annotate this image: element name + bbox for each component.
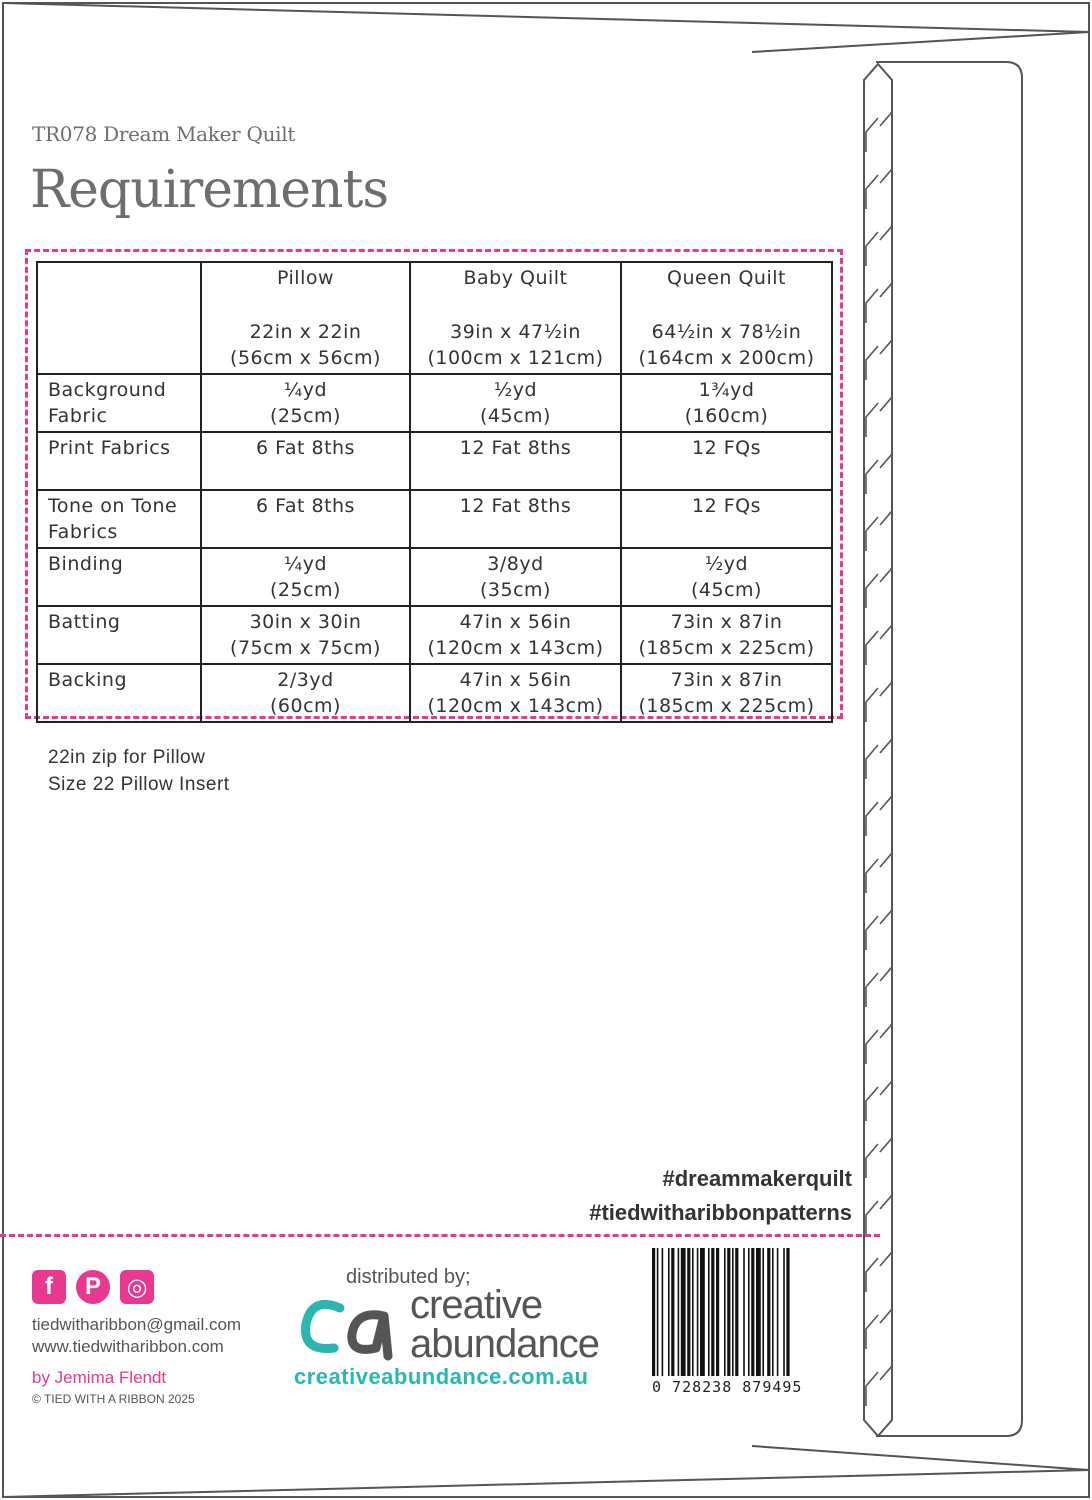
barcode-bar (743, 1248, 745, 1376)
barcode-bar (681, 1248, 686, 1376)
barcode-bar (727, 1248, 730, 1376)
stitch-mark (866, 1087, 878, 1121)
column-size-metric: (56cm x 56cm) (230, 347, 381, 369)
table-cell (201, 664, 410, 722)
barcode-bar (657, 1248, 659, 1376)
distributor-name-line2: abundance (410, 1322, 599, 1366)
cell-line: 1¾yd (698, 379, 755, 401)
stitch-mark (880, 1024, 892, 1038)
requirements-table (36, 261, 833, 723)
stitch-mark (866, 688, 878, 722)
pattern-code-subtitle: TR078 Dream Maker Quilt (32, 122, 296, 146)
table-cell (410, 548, 621, 606)
distributed-by-label: distributed by; (346, 1266, 471, 1288)
stitch-mark (866, 916, 878, 950)
instagram-icon[interactable]: ◎ (120, 1270, 154, 1304)
stitch-mark (866, 346, 878, 380)
stitch-mark (866, 1372, 878, 1406)
cell-line: (25cm) (270, 579, 341, 601)
table-cell (201, 490, 410, 548)
note-zip: 22in zip for Pillow (48, 747, 206, 768)
stitch-mark (880, 739, 892, 753)
column-name: Queen Quilt (667, 267, 786, 289)
cell-line: (25cm) (270, 405, 341, 427)
stitch-mark (880, 1309, 892, 1323)
barcode-bar (652, 1248, 655, 1376)
table-row (37, 548, 832, 606)
table-corner-cell (37, 262, 201, 374)
cell-line: 6 Fat 8ths (256, 495, 355, 517)
cell-line: (45cm) (480, 405, 551, 427)
stitch-mark (866, 859, 878, 893)
row-label (37, 548, 201, 606)
barcode-bar (662, 1248, 664, 1376)
stitch-mark (866, 1201, 878, 1235)
table-cell (410, 432, 621, 490)
stitch-mark (880, 967, 892, 981)
table-cell (201, 548, 410, 606)
cell-line: (45cm) (691, 579, 762, 601)
row-label-line: Fabrics (48, 521, 118, 543)
cell-line: 47in x 56in (459, 611, 572, 633)
column-size-imperial: 39in x 47½in (450, 321, 581, 343)
stitch-mark (866, 802, 878, 836)
table-cell (410, 606, 621, 664)
row-label-line: Binding (48, 553, 124, 575)
stitch-mark (866, 289, 878, 323)
cell-line: (35cm) (480, 579, 551, 601)
cell-line: (60cm) (270, 695, 341, 717)
barcode-bar (678, 1248, 680, 1376)
stitch-mark (880, 682, 892, 696)
stitch-mark (880, 625, 892, 639)
column-size-imperial: 64½in x 78½in (651, 321, 802, 343)
barcode-number: 0 728238 879495 (652, 1378, 803, 1396)
barcode-bar (716, 1248, 719, 1376)
table-cell (201, 606, 410, 664)
pinterest-icon[interactable]: P (76, 1270, 110, 1304)
notes (48, 744, 230, 798)
barcode-bar (697, 1248, 699, 1376)
row-label (37, 664, 201, 722)
barcode-bar (724, 1248, 726, 1376)
hashtag-dreammakerquilt: #dreammakerquilt (662, 1166, 852, 1191)
table-row (37, 490, 832, 548)
stitch-mark (866, 574, 878, 608)
table-cell (201, 432, 410, 490)
cell-line: 6 Fat 8ths (256, 437, 355, 459)
table-cell (410, 664, 621, 722)
cell-line: 12 FQs (692, 495, 761, 517)
barcode-bar (777, 1248, 779, 1376)
stitch-mark (880, 1252, 892, 1266)
stitch-mark (866, 175, 878, 209)
stitch-mark (866, 1315, 878, 1349)
cell-line: (120cm x 143cm) (427, 695, 604, 717)
cell-line: (185cm x 225cm) (638, 695, 815, 717)
stitch-mark (880, 283, 892, 297)
social-icons (32, 1270, 154, 1304)
cell-line: 2/3yd (277, 669, 334, 691)
copyright-notice: © TIED WITH A RIBBON 2025 (32, 1392, 195, 1406)
stitch-mark (880, 511, 892, 525)
column-header (621, 262, 832, 374)
column-size-imperial: 22in x 22in (249, 321, 362, 343)
stitch-mark (880, 169, 892, 183)
stitch-mark (866, 745, 878, 779)
table-cell (621, 432, 832, 490)
column-header (410, 262, 621, 374)
stitch-mark (866, 631, 878, 665)
barcode-bar (687, 1248, 690, 1376)
barcode-bar (732, 1248, 734, 1376)
row-label-line: Backing (48, 669, 128, 691)
stitch-mark (880, 226, 892, 240)
stitch-mark (866, 1030, 878, 1064)
footer-dashed-divider (0, 1234, 880, 1237)
distributor-name-line1: creative (410, 1283, 543, 1327)
cell-line: ½yd (704, 553, 749, 575)
table-cell (621, 548, 832, 606)
stitch-mark (880, 1138, 892, 1152)
page-title: Requirements (30, 160, 389, 220)
cell-line: ¼yd (283, 553, 328, 575)
barcode-bar (786, 1248, 789, 1376)
stitch-mark (880, 454, 892, 468)
stitch-mark (880, 853, 892, 867)
stitch-mark (880, 1081, 892, 1095)
stitch-mark (866, 118, 878, 152)
table-row (37, 374, 832, 432)
cell-line: (120cm x 143cm) (427, 637, 604, 659)
table-cell (621, 490, 832, 548)
row-label (37, 490, 201, 548)
stitch-mark (866, 517, 878, 551)
barcode-bar (700, 1248, 705, 1376)
cell-line: 30in x 30in (249, 611, 362, 633)
column-size-metric: (100cm x 121cm) (427, 347, 604, 369)
barcode-bar (671, 1248, 674, 1376)
stitch-mark (880, 1195, 892, 1209)
row-label (37, 606, 201, 664)
hashtag-tiedwitharibbonpatterns: #tiedwitharibbonpatterns (589, 1200, 852, 1225)
stitch-mark (866, 973, 878, 1007)
stitch-mark (866, 460, 878, 494)
stitch-mark (866, 232, 878, 266)
cell-line: 73in x 87in (670, 611, 783, 633)
barcode (650, 1248, 840, 1380)
barcode-bar (708, 1248, 710, 1376)
row-label (37, 374, 201, 432)
cell-line: ¼yd (283, 379, 328, 401)
row-label-line: Background (48, 379, 167, 401)
barcode-bar (783, 1248, 785, 1376)
table-row (37, 432, 832, 490)
table-cell (621, 606, 832, 664)
email-link[interactable]: tiedwitharibbon@gmail.com (32, 1315, 242, 1334)
column-header (201, 262, 410, 374)
table-cell (621, 374, 832, 432)
website-link[interactable]: www.tiedwitharibbon.com (32, 1337, 224, 1356)
table-header-row (37, 262, 832, 374)
cell-line: 12 Fat 8ths (459, 437, 572, 459)
hashtags (589, 1162, 852, 1230)
barcode-bar (668, 1248, 670, 1376)
stitch-mark (880, 397, 892, 411)
row-label-line: Print Fabrics (48, 437, 171, 459)
row-label-line: Fabric (48, 405, 108, 427)
barcode-bar (735, 1248, 738, 1376)
stitch-mark (880, 112, 892, 126)
note-insert: Size 22 Pillow Insert (48, 774, 230, 795)
table-cell (410, 374, 621, 432)
facebook-icon[interactable]: f (32, 1270, 66, 1304)
barcode-bar (767, 1248, 770, 1376)
cell-line: 12 FQs (692, 437, 761, 459)
stitch-mark (880, 1366, 892, 1380)
table-cell (621, 664, 832, 722)
stitch-mark (880, 910, 892, 924)
row-label-line: Batting (48, 611, 121, 633)
barcode-bar (762, 1248, 764, 1376)
cell-line: (160cm) (684, 405, 769, 427)
distributor-url[interactable]: creativeabundance.com.au (294, 1364, 589, 1389)
cell-line: 73in x 87in (670, 669, 783, 691)
table-row (37, 606, 832, 664)
stitch-mark (880, 340, 892, 354)
barcode-bar (748, 1248, 750, 1376)
barcode-bar (772, 1248, 774, 1376)
column-name: Baby Quilt (463, 267, 568, 289)
stitch-mark (866, 403, 878, 437)
table-cell (410, 490, 621, 548)
contact-info (32, 1314, 241, 1358)
row-label (37, 432, 201, 490)
cell-line: 12 Fat 8ths (459, 495, 572, 517)
cell-line: (185cm x 225cm) (638, 637, 815, 659)
row-label-line: Tone on Tone (48, 495, 178, 517)
author-credit: by Jemima Flendt (32, 1368, 167, 1387)
cell-line: ½yd (493, 379, 538, 401)
table-row (37, 664, 832, 722)
cell-line: 47in x 56in (459, 669, 572, 691)
table-cell (201, 374, 410, 432)
stitch-mark (880, 568, 892, 582)
stitch-mark (866, 1258, 878, 1292)
barcode-bar (711, 1248, 714, 1376)
cell-line: (75cm x 75cm) (230, 637, 381, 659)
barcode-bar (756, 1248, 761, 1376)
column-name: Pillow (276, 267, 335, 289)
stitch-mark (866, 1144, 878, 1178)
barcode-bar (692, 1248, 694, 1376)
column-size-metric: (164cm x 200cm) (638, 347, 815, 369)
cell-line: 3/8yd (487, 553, 544, 575)
creative-abundance-logo-icon (292, 1286, 412, 1366)
stitch-mark (880, 796, 892, 810)
barcode-bar (751, 1248, 754, 1376)
